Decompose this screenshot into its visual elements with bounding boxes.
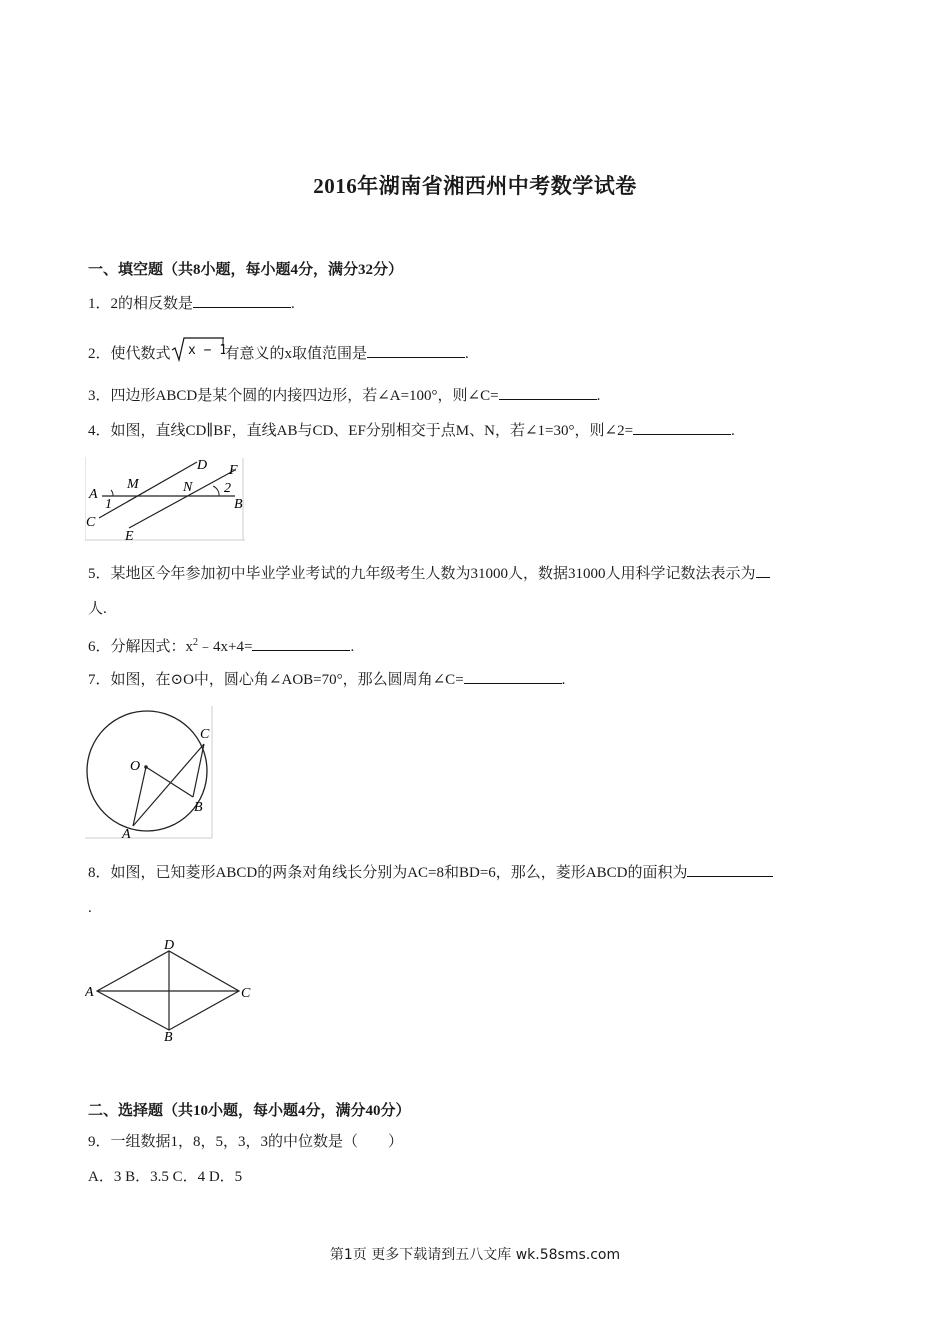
q6-pre: 分解因式：x <box>110 639 194 655</box>
fig4-label-f: F <box>229 463 238 478</box>
question-4 <box>88 419 735 441</box>
sqrt-radicand: x − 1 <box>187 343 225 358</box>
q3-number: 3． <box>88 388 111 404</box>
q8-text: 如图，已知菱形ABCD的两条对角线长分别为AC=8和BD=6，那么，菱形ABCD的面积为 <box>110 865 688 881</box>
figure-circle <box>85 704 217 844</box>
q9-number: 9． <box>88 1134 111 1150</box>
q6-answer-blank <box>252 635 350 651</box>
q1-end: . <box>291 296 295 312</box>
q5-text: 某地区今年参加初中毕业学业考试的九年级考生人数为31000人，数据31000人用科学记数法表示为 <box>110 566 756 582</box>
q6-number: 6． <box>88 639 111 655</box>
q2-pre: 使代数式 <box>110 346 171 362</box>
question-5-line-2: 人. <box>88 601 107 617</box>
question-8 <box>88 861 773 883</box>
question-1 <box>88 292 295 314</box>
q2-answer-blank <box>367 342 465 358</box>
q7-answer-blank <box>464 668 562 684</box>
fig4-label-e: E <box>125 529 134 544</box>
question-2 <box>88 336 469 368</box>
page-footer: 第1页 更多下载请到五八文库 wk.58sms.com <box>329 1247 621 1263</box>
fig7-label-c: C <box>200 727 210 742</box>
q3-text: 四边形ABCD是某个圆的内接四边形，若∠A=100°，则∠C= <box>110 388 499 404</box>
q4-number: 4． <box>88 423 111 439</box>
question-3 <box>88 384 600 406</box>
q2-end: . <box>465 346 469 362</box>
fig4-label-c: C <box>86 515 96 530</box>
q6-exponent: 2 <box>193 637 199 648</box>
question-6 <box>88 633 354 657</box>
fig7-label-o: O <box>130 759 141 774</box>
fig7-label-a: A <box>122 827 131 842</box>
fig7-label-b: B <box>194 800 203 815</box>
q6-end: . <box>350 639 355 655</box>
section-2-heading: 二、选择题（共10小题，每小题4分，满分40分） <box>88 1103 411 1119</box>
fig4-label-a: A <box>89 487 98 502</box>
q9-text: 一组数据1，8，5，3，3的中位数是（ ） <box>110 1134 404 1150</box>
page-title: 2016年湖南省湘西州中考数学试卷 <box>313 174 637 198</box>
q6-post: ﹣4x+4= <box>198 639 253 655</box>
fig8-label-b: B <box>164 1030 173 1042</box>
q7-number: 7． <box>88 672 111 688</box>
q4-answer-blank <box>633 419 731 435</box>
fig4-label-m: M <box>127 477 139 492</box>
question-9-options: A．3 B．3.5 C．4 D．5 <box>88 1169 243 1185</box>
fig8-label-a: A <box>85 985 94 1000</box>
fig4-label-2: 2 <box>224 481 231 496</box>
q1-number: 1． <box>88 296 111 312</box>
q7-end: . <box>561 672 566 688</box>
fig4-label-b: B <box>234 497 243 512</box>
q8-number: 8． <box>88 865 111 881</box>
question-5 <box>88 562 770 584</box>
sqrt-expression <box>171 336 225 368</box>
q3-answer-blank <box>499 384 597 400</box>
q7-text: 如图，在⊙O中，圆心角∠AOB=70°，那么圆周角∠C= <box>110 672 464 688</box>
fig4-label-1: 1 <box>105 497 112 512</box>
section-1-heading: 一、填空题（共8小题，每小题4分，满分32分） <box>88 262 404 278</box>
q8-answer-blank <box>687 861 773 877</box>
question-7 <box>88 668 565 690</box>
fig4-label-n: N <box>183 480 193 495</box>
figure-rhombus <box>85 934 257 1042</box>
q2-number: 2． <box>88 346 111 362</box>
q4-text: 如图，直线CD∥BF，直线AB与CD、EF分别相交于点M、N，若∠1=30°，则∠2= <box>110 423 634 439</box>
fig8-label-c: C <box>241 986 251 1001</box>
fig4-label-d: D <box>197 458 208 473</box>
q1-text: 2的相反数是 <box>110 296 194 312</box>
q2-post: 有意义的x取值范围是 <box>224 346 368 362</box>
fig8-label-d: D <box>164 938 175 953</box>
q5-number: 5． <box>88 566 111 582</box>
q5-answer-blank <box>756 562 770 578</box>
figure-parallel-lines <box>85 456 247 544</box>
q3-end: . <box>596 388 601 404</box>
question-9 <box>88 1132 403 1152</box>
q1-answer-blank <box>193 292 291 308</box>
question-8-line-2: . <box>88 900 92 916</box>
q4-end: . <box>731 423 735 439</box>
